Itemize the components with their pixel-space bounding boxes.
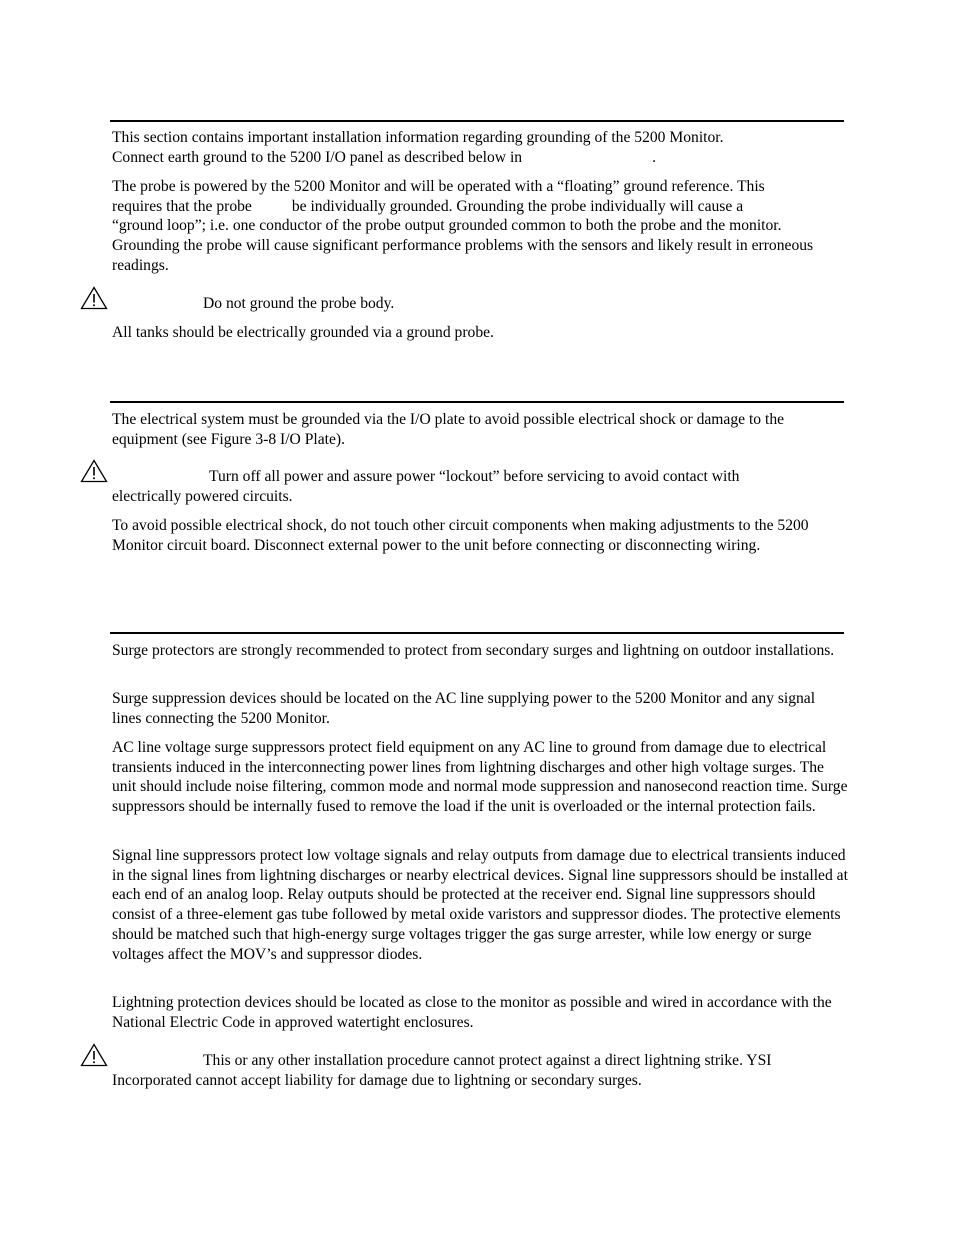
warning-triangle-icon [80, 459, 108, 483]
electrical-warning-text: Turn off all power and assure power “lockout” before servicing to avoid contact with electrically powered circuits. [112, 468, 740, 505]
section-divider-grounding [110, 120, 844, 122]
grounding-intro-line2: Connect earth ground to the 5200 I/O panel as described below in [112, 148, 523, 166]
section-divider-electrical [110, 401, 844, 403]
surge-suppression-location-paragraph: Surge suppression devices should be located on the AC line supplying power to the 5200 Monitor and any signal lines connecting the 5200 Monitor. [112, 690, 816, 727]
section-divider-surge [110, 632, 844, 634]
lightning-protection-paragraph: Lightning protection devices should be located as close to the monitor as possible and wired in accordance with the National Electric Code in approved watertight enclosures. [112, 994, 832, 1031]
signal-line-suppressors-paragraph: Signal line suppressors protect low voltage signals and relay outputs from damage due to electrical transients induced in the signal lines from lightning discharges or nearby electrical devices. Signal line suppressors should be installed at each end of an analog loop. Relay outputs should be protected at the receiver end. Signal line suppressors should consist of a three-element gas tube followed by metal oxide varistors and suppressor diodes. The protective elements should be matched such that high-energy surge voltages trigger the gas surge arrester, while low energy or surge voltages affect the MOV’s and suppressor diodes. [112, 847, 848, 963]
ac-line-suppressors-paragraph: AC line voltage surge suppressors protect field equipment on any AC line to ground from damage due to electrical transients induced in the interconnecting power lines from lightning discharges and other high voltage surges. The unit should include noise filtering, common mode and normal mode suppression and nanosecond reaction time. Surge suppressors should be internally fused to remove the load if the unit is overloaded or the internal protection fails. [112, 739, 848, 816]
grounding-intro-paragraph: This section contains important installation information regarding grounding of the 5200 Monitor. Connect earth ground to the 5200 I/O panel as described below in . [112, 129, 724, 166]
grounding-intro-line1: This section contains important installation information regarding grounding of the 5200 Monitor. [112, 129, 724, 146]
grounding-warning-text: Do not ground the probe body. [203, 295, 395, 312]
electrical-grounding-paragraph: The electrical system must be grounded via the I/O plate to avoid possible electrical shock or damage to the equipment (see Figure 3-8 I/O Plate). [112, 411, 785, 448]
warning-triangle-icon [80, 286, 108, 310]
electrical-shock-paragraph: To avoid possible electrical shock, do not touch other circuit components when making adjustments to the 5200 Monitor circuit board. Disconnect external power to the unit before connecting or disconnecting wiring. [112, 517, 809, 554]
surge-protectors-paragraph: Surge protectors are strongly recommended to protect from secondary surges and lightning on outdoor installations. [112, 642, 835, 659]
warning-triangle-icon [80, 1043, 108, 1067]
lightning-warning-text: This or any other installation procedure cannot protect against a direct lightning strike. YSI Incorporated cannot accept liability for damage due to lightning or secondary surges. [112, 1052, 772, 1089]
probe-floating-ground-paragraph: The probe is powered by the 5200 Monitor and will be operated with a “floating” ground reference. This requires that the probe be individually grounded. Grounding the probe individually will cause a “ground loop”; i.e. one conductor of the probe output grounded common to both the probe and the monitor. Grounding the probe will cause significant performance problems with the sensors and likely result in erroneous readings. [112, 178, 814, 274]
tanks-grounded-paragraph: All tanks should be electrically grounded via a ground probe. [112, 324, 494, 341]
